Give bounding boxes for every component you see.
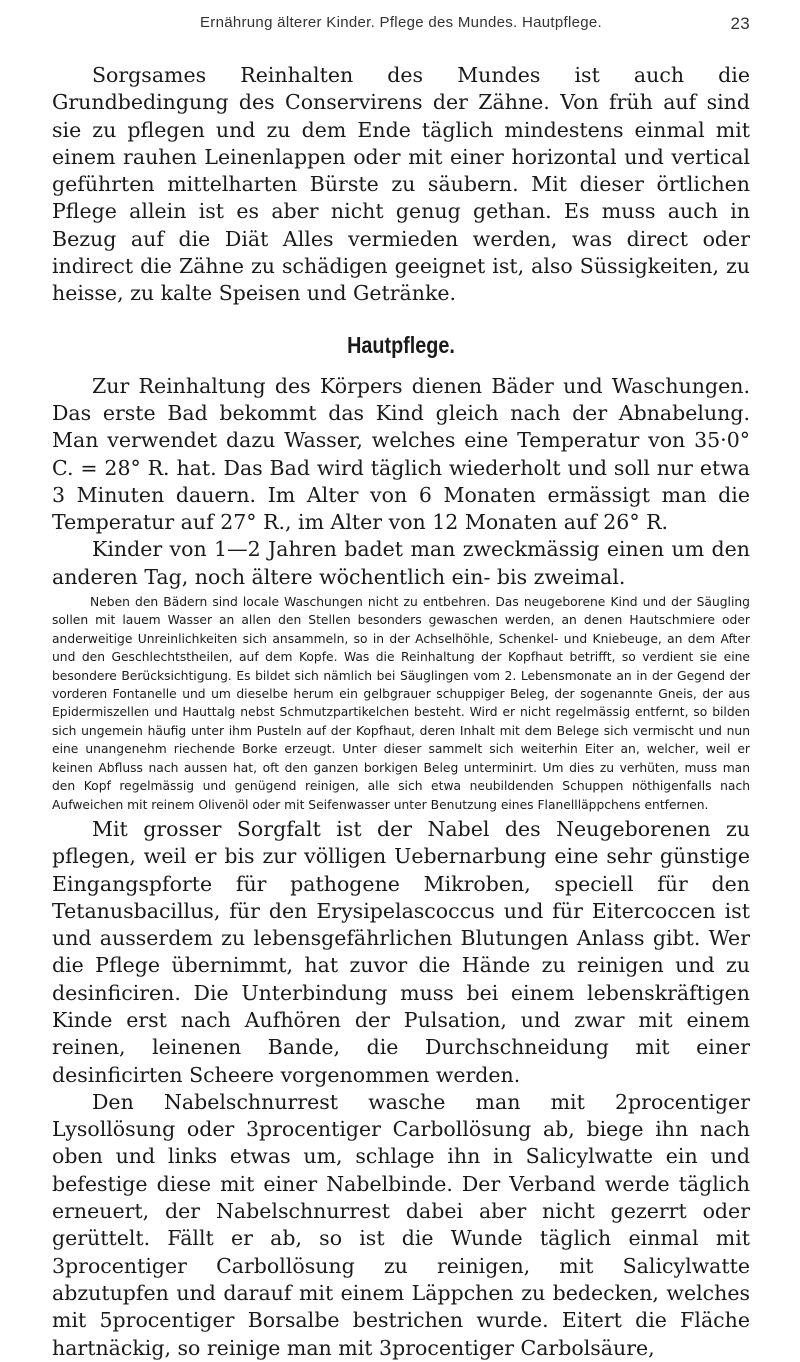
page-number: 23 — [730, 14, 750, 33]
paragraph-older-children: Kinder von 1—2 Jahren badet man zweckmässig einen um den anderen Tag, noch ältere wöchentlich ein- bis zweimal. — [52, 537, 750, 589]
running-title: Ernährung älterer Kinder. Pflege des Mundes. Hautpflege. — [199, 14, 603, 31]
paragraph-baths: Zur Reinhaltung des Körpers dienen Bäder und Waschungen. Das erste Bad bekommt das Kind gleich nach der Abnabelung. Man verwendet dazu Wasser, welches eine Temperatur von 35·0° C. = 28° R. hat. Das Bad wird täglich wiederholt und soll nur etwa 3 Minuten dauern. Im Alter von 6 Monaten ermässigt man die Temperatur auf 27° R., im Alter von 12 Monaten auf 26° R. — [52, 373, 750, 535]
section-heading: Hautpflege. — [347, 331, 455, 358]
paragraph-mouth-care: Sorgsames Reinhalten des Mundes ist auch die Grundbedingung des Conservirens der Zähne. Von früh auf sind sie zu pflegen und zu dem Ende täglich mindestens einmal mit einem rauhen Leinenlappen oder mit einer horizontal und vertical geführten mittelharten Bürste zu säubern. Mit dieser örtlichen Pflege allein ist es aber nicht genug gethan. Es muss auch in Bezug auf die Diät Alles vermieden werden, was direct oder indirect die Zähne zu schädigen geeignet ist, also Süssigkeiten, zu heisse, zu kalte Speisen und Getränke. — [52, 63, 750, 306]
paragraph-cord-remnant: Den Nabelschnurrest wasche man mit 2procentiger Lysollösung oder 3procentiger Carbollösung ab, biege ihn nach oben und links etwas um, schlage ihn in Salicylwatte ein und befestige diese mit einer Nabelbinde. Der Verband werde täglich erneuert, der Nabelschnurrest dabei aber nicht gezerrt oder gerüttelt. Fällt er ab, so ist die Wunde täglich einmal mit 3procentiger Carbollösung zu reinigen, mit Salicylwatte abzutupfen und darauf mit einem Läppchen zu bedecken, welches mit 5procentiger Borsalbe bestrichen wurde. Eitert die Fläche hartnäckig, so reinige man mit 3procentiger Carbolsäure, — [52, 1089, 750, 1360]
small-print-washing: Neben den Bädern sind locale Waschungen nicht zu entbehren. Das neugeborene Kind und der Säugling sollen mit lauem Wasser an allen den Stellen besonders gewaschen werden, an denen Hautschmiere oder anderweitige Unreinlichkeiten sich ansammeln, so in der Achselhöhle, Schenkel- und Kniebeuge, an dem After und den Geschlechtstheilen, auf dem Kopfe. Was die Reinhaltung der Kopfhaut betrifft, so verdient sie eine besondere Berücksichtigung. Es bildet sich nämlich bei Säuglingen vom 2. Lebensmonate an in der Gegend der vorderen Fontanelle und um dieselbe herum ein gelbgrauer schuppiger Beleg, der sogenannte Gneis, der aus Epidermiszellen und Hauttalg nebst Schmutzpartikelchen besteht. Wird er nicht regelmässig entfernt, so bilden sich ungemein häufig unter ihm Pusteln auf der Kopfhaut, deren Inhalt mit dem Belege sich vermischt und nun eine unangenehm riechende Borke erzeugt. Unter dieser sammelt sich weiterhin Eiter an, welcher, weil er keinen Abfluss nach aussen hat, oft den ganzen borkigen Beleg unterminirt. Um dies zu verhüten, muss man den Kopf regelmässig und genügend reinigen, alle sich etwa neubildenden Schuppen nöthigenfalls nach Aufweichen mit reinem Olivenöl oder mit Seifenwasser unter Benutzung eines Flanellläppchens entfernen. — [52, 595, 750, 812]
running-head — [52, 14, 750, 40]
paragraph-navel-care: Mit grosser Sorgfalt ist der Nabel des Neugeborenen zu pflegen, weil er bis zur völligen Uebernarbung eine sehr günstige Eingangspforte für pathogene Mikroben, speciell für den Tetanusbacillus, für den Erysipelascoccus und für Eitercoccen ist und ausserdem zu lebensgefährlichen Blutungen Anlass gibt. Wer die Pflege übernimmt, hat zuvor die Hände zu reinigen und zu desinficiren. Die Unterbindung muss bei einem lebenskräftigen Kinde erst nach Aufhören der Pulsation, und zwar mit einem reinen, leinenen Bande, die Durchschneidung mit einer desinficirten Scheere vorgenommen werden. — [52, 816, 750, 1087]
